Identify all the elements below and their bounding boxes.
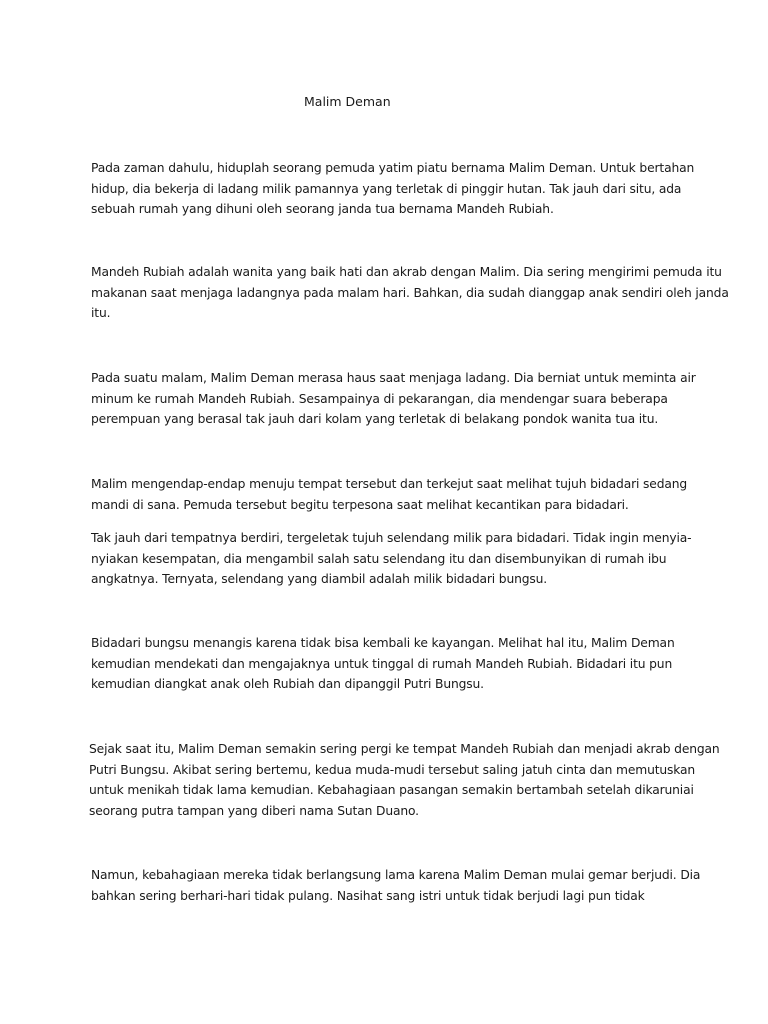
- text-line: Pada suatu malam, Malim Deman merasa haus saat menjaga ladang. Dia berniat untuk meminta air: [91, 371, 696, 385]
- document-title: Malim Deman: [304, 94, 391, 109]
- text-line: Malim mengendap-endap menuju tempat tersebut dan terkejut saat melihat tujuh bidadari sedang: [91, 477, 688, 491]
- text-line: perempuan yang berasal tak jauh dari kolam yang terletak di belakang pondok wanita tua itu.: [91, 412, 659, 427]
- text-line: nyiakan kesempatan, dia mengambil salah satu selendang itu dan disembunyikan di rumah ibu: [91, 551, 667, 566]
- text-line: Bidadari bungsu menangis karena tidak bisa kembali ke kayangan. Melihat hal itu, Malim Deman: [91, 636, 675, 650]
- text-line: kemudian diangkat anak oleh Rubiah dan dipanggil Putri Bungsu.: [91, 677, 484, 692]
- text-line: angkatnya. Ternyata, selendang yang diambil adalah milik bidadari bungsu.: [91, 572, 548, 587]
- text-line: Pada zaman dahulu, hiduplah seorang pemuda yatim piatu bernama Malim Deman. Untuk bertahan: [91, 161, 695, 175]
- text-line: Tak jauh dari tempatnya berdiri, tergeletak tujuh selendang milik para bidadari. Tidak ingin menyia-: [91, 531, 692, 545]
- paragraph-4: [91, 474, 691, 515]
- paragraph-8: [91, 865, 701, 906]
- text-line: Namun, kebahagiaan mereka tidak berlangsung lama karena Malim Deman mulai gemar berjudi. Dia: [91, 868, 701, 882]
- paragraph-1: [91, 158, 695, 220]
- paragraph-5: [91, 528, 691, 590]
- text-line: seorang putra tampan yang diberi nama Sutan Duano.: [89, 803, 419, 818]
- paragraph-7: [89, 739, 720, 821]
- text-line: hidup, dia bekerja di ladang milik pamannya yang terletak di pinggir hutan. Tak jauh dari situ, ada: [91, 181, 682, 196]
- text-line: sebuah rumah yang dihuni oleh seorang janda tua bernama Mandeh Rubiah.: [91, 202, 554, 217]
- text-line: kemudian mendekati dan mengajaknya untuk tinggal di rumah Mandeh Rubiah. Bidadari itu pun: [91, 656, 673, 671]
- paragraph-3: [91, 368, 696, 430]
- text-line: untuk menikah tidak lama kemudian. Kebahagiaan pasangan semakin bertambah setelah dikaruniai: [89, 783, 694, 798]
- text-line: Mandeh Rubiah adalah wanita yang baik hati dan akrab dengan Malim. Dia sering mengirimi pemuda itu: [91, 265, 722, 279]
- text-line: makanan saat menjaga ladangnya pada malam hari. Bahkan, dia sudah dianggap anak sendiri oleh janda: [91, 285, 729, 300]
- text-line: Putri Bungsu. Akibat sering bertemu, kedua muda-mudi tersebut saling jatuh cinta dan memutuskan: [89, 762, 696, 777]
- text-line: bahkan sering berhari-hari tidak pulang. Nasihat sang istri untuk tidak berjudi lagi pun tidak: [91, 888, 645, 903]
- paragraph-2: [91, 262, 729, 324]
- text-line: Sejak saat itu, Malim Deman semakin sering pergi ke tempat Mandeh Rubiah dan menjadi akrab dengan: [89, 742, 720, 756]
- paragraph-6: [91, 633, 691, 695]
- text-line: minum ke rumah Mandeh Rubiah. Sesampainya di pekarangan, dia mendengar suara beberapa: [91, 391, 668, 406]
- text-line: mandi di sana. Pemuda tersebut begitu terpesona saat melihat kecantikan para bidadari.: [91, 497, 629, 512]
- text-line: itu.: [91, 306, 111, 321]
